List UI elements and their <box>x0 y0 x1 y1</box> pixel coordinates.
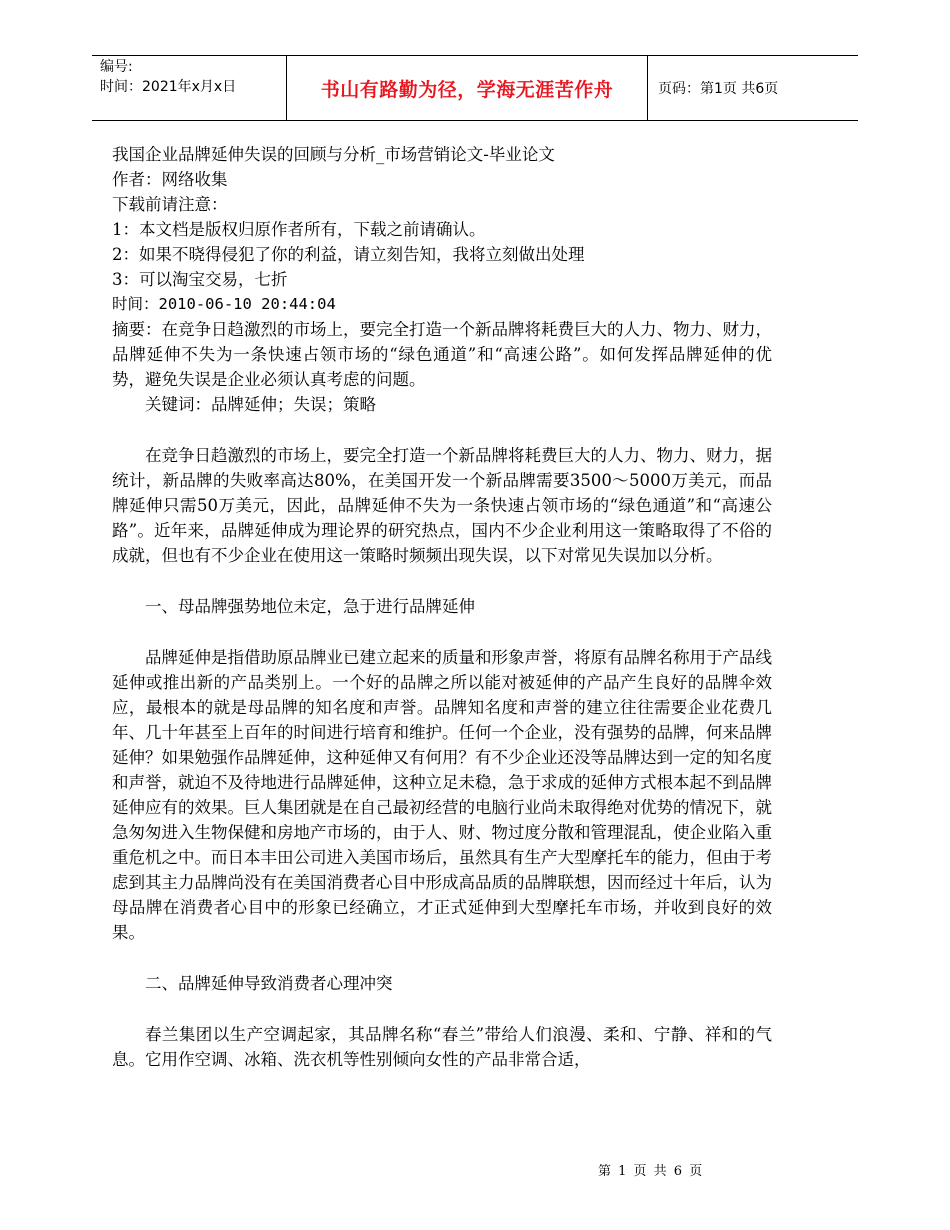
footer-page-number: 第 1 页 共 6 页 <box>598 1164 703 1179</box>
header-time-label: 时间：2021年x月x日 <box>100 79 237 95</box>
notice-item-1: 1：本文档是版权归原作者所有，下载之前请确认。 <box>112 220 486 239</box>
document-time: 时间：2010-06-10 20:44:04 <box>112 295 336 313</box>
spacer <box>112 417 772 443</box>
motto-text: 书山有路勤为径，学海无涯苦作舟 <box>320 78 614 101</box>
page-info-text: 页码：第1页 共6页 <box>658 81 779 97</box>
notice-item-3: 3：可以淘宝交易，七折 <box>112 270 288 289</box>
header-motto <box>286 56 648 120</box>
document-body <box>112 142 772 1072</box>
section-heading-2: 二、品牌延伸导致消费者心理冲突 <box>145 974 393 993</box>
intro-paragraph: 在竞争日趋激烈的市场上，要完全打造一个新品牌将耗费巨大的人力、物力、财力，据统计，新品牌的失败率高达80%，在美国开发一个新品牌需要3500～5000万美元，而品牌延伸只需50万美元，因此，品牌延伸不失为一条快速占领市场的“绿色通道”和“高速公路”。近年来，品牌延伸成为理论界的研究热点，国内不少企业利用这一策略取得了不俗的成就，但也有不少企业在使用这一策略时频频出现失误，以下对常见失误加以分析。 <box>112 446 772 565</box>
notice-title: 下载前请注意： <box>112 195 228 214</box>
section-heading-1: 一、母品牌强势地位未定，急于进行品牌延伸 <box>145 597 475 616</box>
document-author: 作者：网络收集 <box>112 170 228 189</box>
page-footer <box>598 1160 702 1179</box>
page-header <box>92 55 858 121</box>
keywords-line: 关键词：品牌延伸；失误；策略 <box>145 395 376 414</box>
document-title: 我国企业品牌延伸失误的回顾与分析_市场营销论文-毕业论文 <box>112 145 555 164</box>
header-meta <box>92 56 286 120</box>
header-page-info <box>648 56 858 120</box>
header-number-label: 编号: <box>100 59 133 75</box>
abstract-paragraph: 摘要：在竞争日趋激烈的市场上，要完全打造一个新品牌将耗费巨大的人力、物力、财力，品牌延伸不失为一条快速占领市场的“绿色通道”和“高速公路”。如何发挥品牌延伸的优势，避免失误是企业必须认真考虑的问题。 <box>112 320 772 389</box>
notice-item-2: 2：如果不晓得侵犯了你的利益，请立刻告知，我将立刻做出处理 <box>112 245 585 264</box>
section-1-paragraph: 品牌延伸是指借助原品牌业已建立起来的质量和形象声誉，将原有品牌名称用于产品线延伸或推出新的产品类别上。一个好的品牌之所以能对被延伸的产品产生良好的品牌伞效应，最根本的就是母品牌的知名度和声誉。品牌知名度和声誉的建立往往需要企业花费几年、几十年甚至上百年的时间进行培育和维护。任何一个企业，没有强势的品牌，何来品牌延伸？如果勉强作品牌延伸，这种延伸又有何用？有不少企业还没等品牌达到一定的知名度和声誉，就迫不及待地进行品牌延伸，这种立足未稳，急于求成的延伸方式根本起不到品牌延伸应有的效果。巨人集团就是在自己最初经营的电脑行业尚未取得绝对优势的情况下，就急匆匆进入生物保健和房地产市场的，由于人、财、物过度分散和管理混乱，使企业陷入重重危机之中。而日本丰田公司进入美国市场后，虽然具有生产大型摩托车的能力，但由于考虑到其主力品牌尚没有在美国消费者心目中形成高品质的品牌联想，因而经过十年后，认为母品牌在消费者心目中的形象已经确立，才正式延伸到大型摩托车市场，并收到良好的效果。 <box>112 648 772 942</box>
section-2-paragraph: 春兰集团以生产空调起家，其品牌名称“春兰”带给人们浪漫、柔和、宁静、祥和的气息。它用作空调、冰箱、洗衣机等性别倾向女性的产品非常合适， <box>112 1025 772 1069</box>
